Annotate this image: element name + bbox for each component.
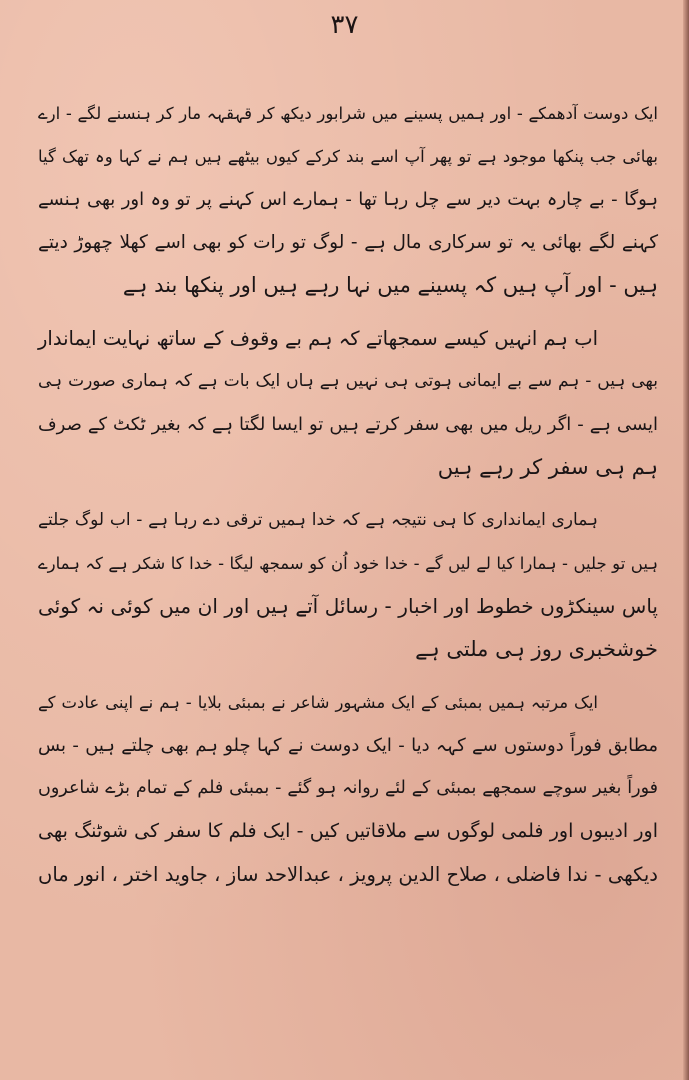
text-line: ہماری ایمانداری کا ہی نتیجہ ہے کہ خدا ہمیں ترقی دے رہا ہے - اب لوگ جلتے [38,510,598,530]
text-line: ایک مرتبہ ہمیں بمبئی کے ایک مشہور شاعر نے بمبئی بلایا - ہم نے اپنی عادت کے [38,693,598,712]
text-line: فوراً بغیر سوچے سمجھے بمبئی کے لئے روانہ ہو گئے - بمبئی فلم کے تمام بڑے شاعروں [38,778,658,798]
text-line: ایک دوست آدھمکے - اور ہمیں پسینے میں شرابور دیکھ کر قہقہہ مار کر ہنسنے لگے - ارے [38,104,658,123]
text-line: ہیں تو جلیں - ہمارا کیا لے لیں گے - خدا خود اُن کو سمجھ لیگا - خدا کا شکر ہے کہ ہمارے [38,554,658,573]
text-line: ہیں - اور آپ ہیں کہ پسینے میں نہا رہے ہیں اور پنکھا بند ہے [122,273,658,297]
paragraph [38,92,658,307]
text-line: ایسی ہے - اگر ریل میں بھی سفر کرتے ہیں تو ایسا لگتا ہے کہ بغیر ٹکٹ کے صرف [38,414,658,435]
text-line: ہوگا - بے چارہ بہت دیر سے چل رہا تھا - ہمارے اس کہنے پر تو وہ اور بھی ہنسے [38,189,658,210]
page-number: ۳۷ [330,10,359,40]
paragraph [38,499,658,671]
text-line: دیکھی - ندا فاضلی ، صلاح الدین پرویز ، عبدالاحد ساز ، جاوید اختر ، انور ماں [38,863,658,886]
paragraph [38,317,658,489]
text-line: خوشخبری روز ہی ملتی ہے [415,637,658,661]
text-line: بھائی جب پنکھا موجود ہے تو پھر آپ اسے بند کرکے کیوں بیٹھے ہیں ہم نے کہا وہ تھک گیا [38,147,658,166]
page-text [38,92,658,896]
text-line: مطابق فوراً دوستوں سے کہہ دیا - ایک دوست نے کہا چلو ہم بھی چلتے ہیں - بس [38,735,658,756]
paragraph [38,681,658,896]
text-line: کہنے لگے بھائی یہ تو سرکاری مال ہے - لوگ تو رات کو بھی اسے کھلا چھوڑ دیتے [38,232,658,253]
page-edge-shadow [683,0,689,1080]
text-line: اور ادیبوں اور فلمی لوگوں سے ملاقاتیں کیں - ایک فلم کا سفر کی شوٹنگ بھی [38,820,658,842]
text-line: بھی ہیں - ہم سے بے ایمانی ہوتی ہی نہیں ہے ہاں ایک بات ہے کہ ہماری صورت ہی [38,371,658,391]
text-line: اب ہم انہیں کیسے سمجھاتے کہ ہم بے وقوف کے ساتھ نہایت ایماندار [38,327,598,350]
text-line: پاس سینکڑوں خطوط اور اخبار - رسائل آتے ہیں اور ان میں کوئی نہ کوئی [38,594,658,618]
text-line: ہم ہی سفر کر رہے ہیں [437,455,658,479]
